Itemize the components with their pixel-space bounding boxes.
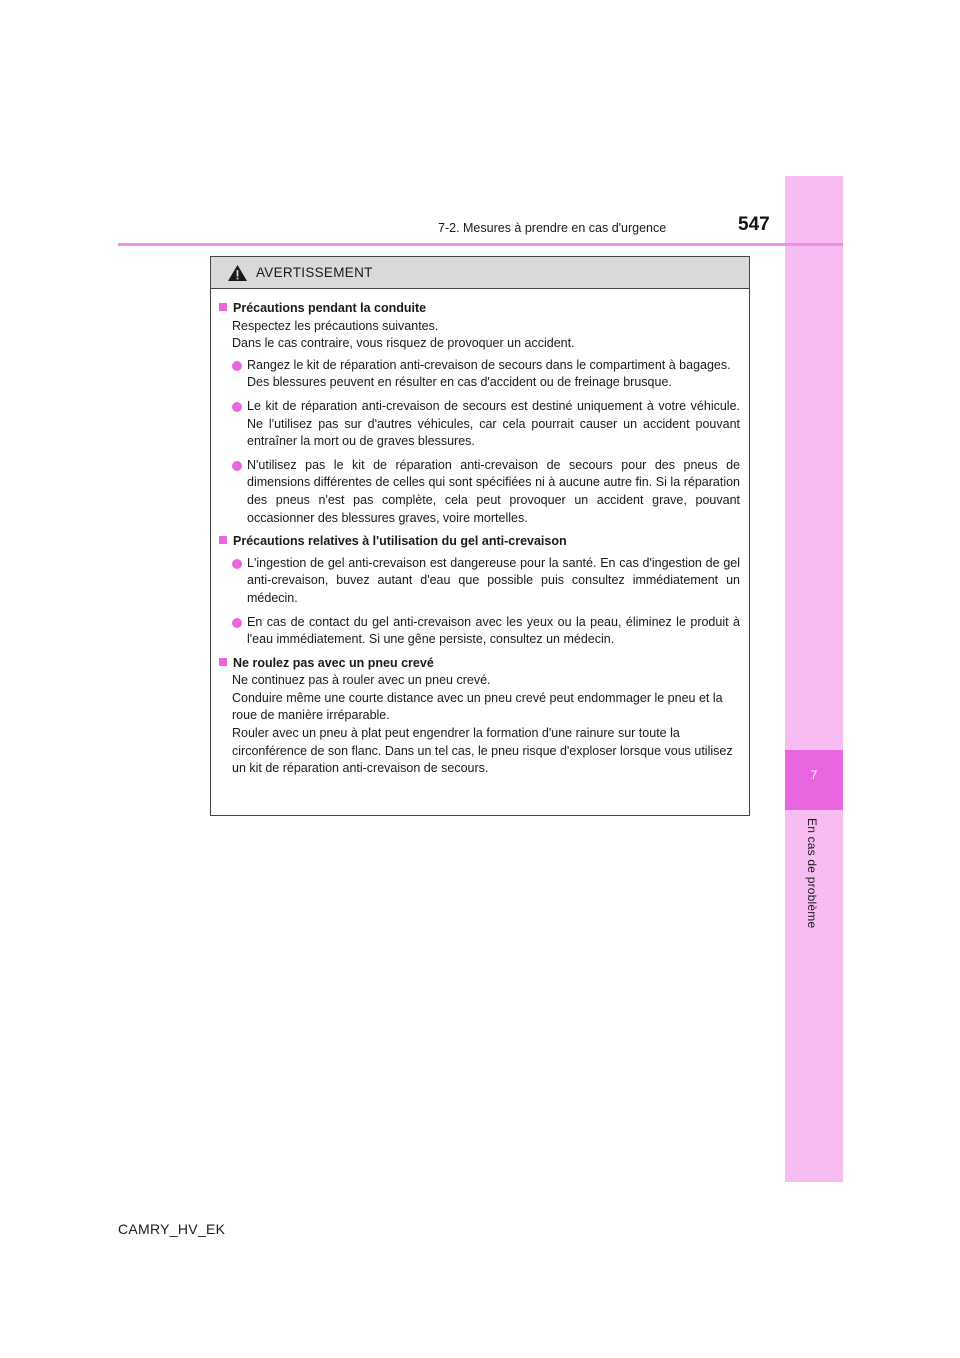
bullet-text: En cas de contact du gel anti-crevaison avec les yeux ou la peau, éliminez le produit à l'eau immédiatement. Si une gêne persiste, consultez un médecin. (247, 614, 740, 647)
round-bullet-icon (232, 461, 242, 471)
bullet-text: L'ingestion de gel anti-crevaison est dangereuse pour la santé. En cas d'ingestion de gel anti-crevaison, buvez autant d'eau que possible puis consultez immédiatement un médecin. (247, 555, 740, 605)
chapter-side-tab (785, 176, 843, 1182)
round-bullet-icon (232, 361, 242, 371)
page-number: 547 (738, 214, 770, 235)
section-paragraph: Ne continuez pas à rouler avec un pneu crevé. (232, 673, 491, 688)
square-bullet-icon (219, 658, 227, 666)
section-heading (219, 533, 740, 551)
round-bullet-icon (232, 559, 242, 569)
section-heading-text: Précautions relatives à l'utilisation du gel anti-crevaison (233, 534, 567, 549)
warning-title: AVERTISSEMENT (256, 265, 373, 280)
bullet-item (219, 614, 740, 649)
bullet-item (219, 357, 740, 392)
square-bullet-icon (219, 536, 227, 544)
round-bullet-icon (232, 618, 242, 628)
bullet-item (219, 555, 740, 608)
warning-box (210, 256, 750, 816)
section-paragraph: Respectez les précautions suivantes. (232, 318, 439, 333)
bullet-item (219, 457, 740, 527)
header-rule (118, 243, 843, 246)
section-heading (219, 300, 740, 318)
section-heading-text: Précautions pendant la conduite (233, 301, 427, 315)
warning-triangle-icon (227, 264, 248, 282)
warning-body (211, 289, 749, 778)
section-heading-text: Ne roulez pas avec un pneu crevé (233, 655, 434, 670)
warning-header (211, 257, 749, 289)
bullet-text: Le kit de réparation anti-crevaison de secours est destiné uniquement à votre véhicule. Ne l'utilisez pas sur d'autres véhicules, car cela pourrait causer un accident pouvant entraîner la mort ou de graves blessures. (247, 398, 740, 449)
bullet-text: Rangez le kit de réparation anti-crevaison de secours dans le compartiment à bagages. Des blessures peuvent en résulter en cas d'accident ou de freinage brusque. (247, 357, 731, 390)
section-heading (219, 655, 740, 673)
bullet-item (219, 398, 740, 451)
warning-section (219, 533, 740, 649)
chapter-number: 7 (810, 768, 818, 782)
section-title: 7-2. Mesures à prendre en cas d'urgence (438, 221, 667, 235)
bullet-text: N'utilisez pas le kit de réparation anti-crevaison de secours pour des pneus de dimensions différentes de celles qui sont spécifiées ni à aucune autre fin. Si la réparation des pneus n'est pas complète, cela peut provoquer un accident grave, pouvant occasionner des blessures graves, voire mortelles. (247, 457, 740, 525)
round-bullet-icon (232, 402, 242, 412)
section-paragraph: Dans le cas contraire, vous risquez de provoquer un accident. (232, 336, 575, 351)
warning-section (219, 655, 740, 778)
square-bullet-icon (219, 303, 227, 311)
section-paragraph: Conduire même une courte distance avec un pneu crevé peut endommager le pneu et la roue de manière irréparable. (232, 690, 723, 723)
warning-section (219, 300, 740, 527)
section-paragraph: Rouler avec un pneu à plat peut engendrer la formation d'une rainure sur toute la circonférence de son flanc. Dans un tel cas, le pneu risque d'exploser lorsque vous utilisez un kit de réparation anti-crevaison de secours. (232, 726, 733, 776)
chapter-label: En cas de problème (805, 818, 819, 929)
model-code: CAMRY_HV_EK (118, 1221, 226, 1237)
